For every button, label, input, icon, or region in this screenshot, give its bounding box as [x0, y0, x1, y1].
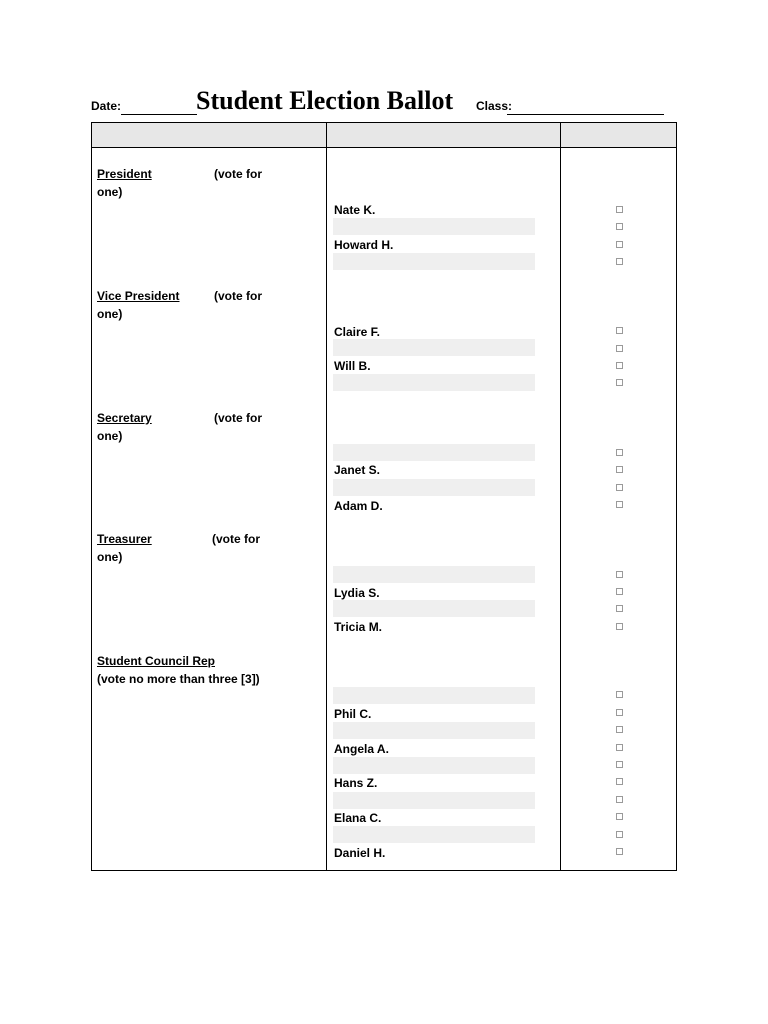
vote-checkbox[interactable]: [616, 223, 623, 230]
date-label: Date:: [91, 99, 122, 113]
ballot-header: [0, 0, 768, 122]
vote-checkbox[interactable]: [616, 449, 623, 456]
shaded-row: [333, 479, 535, 496]
shaded-row: [333, 566, 535, 583]
shaded-row: [333, 687, 535, 704]
shaded-row: [333, 374, 535, 391]
office-name: Treasurer: [97, 532, 152, 546]
column-divider: [326, 123, 327, 870]
office-note-cont: (vote no more than three [3]): [97, 672, 260, 686]
office-secretary: [97, 409, 277, 445]
vote-checkbox[interactable]: [616, 605, 623, 612]
vote-checkbox[interactable]: [616, 501, 623, 508]
vote-checkbox[interactable]: [616, 709, 623, 716]
shaded-row: [333, 826, 535, 843]
office-note: (vote for: [214, 289, 262, 303]
office-president: [97, 165, 277, 201]
class-field[interactable]: [507, 114, 664, 115]
ballot-table: [91, 122, 677, 871]
vote-checkbox[interactable]: [616, 362, 623, 369]
date-field[interactable]: [121, 114, 197, 115]
vote-checkbox[interactable]: [616, 571, 623, 578]
vote-checkbox[interactable]: [616, 206, 623, 213]
office-note: (vote for: [212, 532, 260, 546]
office-note-cont: one): [97, 550, 123, 564]
vote-checkbox[interactable]: [616, 241, 623, 248]
shaded-row: [333, 757, 535, 774]
shaded-row: [333, 722, 535, 739]
office-name: Student Council Rep: [97, 654, 215, 668]
shaded-row: [333, 792, 535, 809]
vote-checkbox[interactable]: [616, 813, 623, 820]
vote-checkbox[interactable]: [616, 744, 623, 751]
candidate-name: Will B.: [334, 359, 371, 373]
office-note-cont: one): [97, 429, 123, 443]
column-divider: [560, 123, 561, 870]
vote-checkbox[interactable]: [616, 327, 623, 334]
candidate-name: Phil C.: [334, 707, 372, 721]
vote-checkbox[interactable]: [616, 588, 623, 595]
vote-checkbox[interactable]: [616, 345, 623, 352]
office-name: Vice President: [97, 289, 180, 303]
vote-checkbox[interactable]: [616, 691, 623, 698]
vote-checkbox[interactable]: [616, 831, 623, 838]
vote-checkbox[interactable]: [616, 379, 623, 386]
office-note: (vote for: [214, 411, 262, 425]
candidate-name: Daniel H.: [334, 846, 386, 860]
vote-checkbox[interactable]: [616, 848, 623, 855]
candidate-name: Nate K.: [334, 203, 376, 217]
candidate-name: Lydia S.: [334, 586, 380, 600]
office-student-council-rep: [97, 652, 317, 688]
candidate-name: Elana C.: [334, 811, 382, 825]
candidate-name: Janet S.: [334, 463, 381, 477]
office-name: President: [97, 167, 152, 181]
vote-checkbox[interactable]: [616, 761, 623, 768]
candidate-name: Claire F.: [334, 325, 381, 339]
vote-checkbox[interactable]: [616, 623, 623, 630]
office-vice-president: [97, 287, 277, 323]
office-note-cont: one): [97, 185, 123, 199]
shaded-row: [333, 339, 535, 356]
table-header-row: [92, 123, 676, 148]
shaded-row: [333, 218, 535, 235]
vote-checkbox[interactable]: [616, 466, 623, 473]
page-title: Student Election Ballot: [196, 86, 454, 115]
candidate-name: Angela A.: [334, 742, 389, 756]
shaded-row: [333, 600, 535, 617]
shaded-row: [333, 253, 535, 270]
vote-checkbox[interactable]: [616, 778, 623, 785]
office-name: Secretary: [97, 411, 152, 425]
candidate-name: Adam D.: [334, 499, 383, 513]
vote-checkbox[interactable]: [616, 726, 623, 733]
candidate-name: Tricia M.: [334, 620, 383, 634]
vote-checkbox[interactable]: [616, 484, 623, 491]
class-label: Class:: [476, 99, 513, 113]
candidate-name: Hans Z.: [334, 776, 378, 790]
vote-checkbox[interactable]: [616, 258, 623, 265]
vote-checkbox[interactable]: [616, 796, 623, 803]
office-treasurer: [97, 530, 277, 566]
office-note-cont: one): [97, 307, 123, 321]
shaded-row: [333, 444, 535, 461]
office-note: (vote for: [214, 167, 262, 181]
candidate-name: Howard H.: [334, 238, 394, 252]
